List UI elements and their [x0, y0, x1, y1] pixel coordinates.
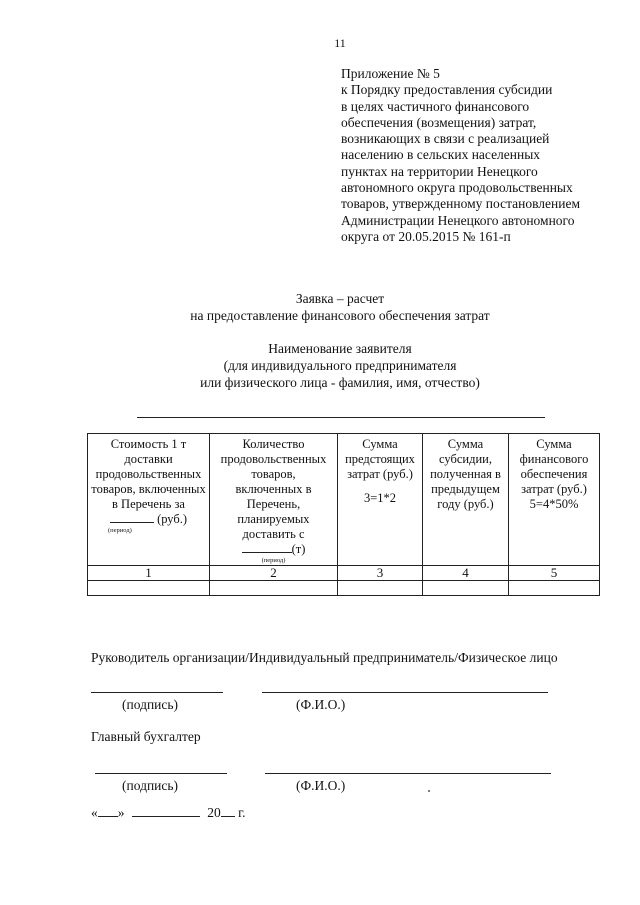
table-header-row: [88, 434, 600, 566]
appendix-line: обеспечения (возмещения) затрат,: [341, 114, 537, 130]
empty-cell: [338, 581, 423, 596]
appendix-line: возникающих в связи с реализацией: [341, 131, 550, 147]
appendix-line: к Порядку предоставления субсидии: [341, 82, 553, 98]
empty-cell: [509, 581, 600, 596]
header-cell-financial-support: Сумма финансового обеспечения затрат (руб.) 5=4*50%: [509, 434, 600, 566]
accountant-name-line: [265, 773, 551, 774]
accountant-signature-line: [95, 773, 227, 774]
applicant-caption: [0, 340, 640, 391]
column-number: 2: [210, 566, 338, 581]
header-cell-upcoming-costs: Сумма предстоящих затрат (руб.) 3=1*2: [338, 434, 423, 566]
header-cell-previous-subsidy: Сумма субсидии, полученная в предыдущем году (руб.): [423, 434, 509, 566]
empty-cell: [423, 581, 509, 596]
title-line-1: Заявка – расчет: [295, 291, 385, 306]
column-number: 1: [88, 566, 210, 581]
appendix-line: товаров, утвержденному постановлением: [341, 196, 581, 212]
header-cell-goods-quantity: Количество продовольственных товаров, включенных в Перечень, планируемых доставить с (т) (период): [210, 434, 338, 566]
appendix-line: пунктах на территории Ненецкого: [341, 163, 538, 179]
column-number: 4: [423, 566, 509, 581]
accountant-name-label: (Ф.И.О.): [296, 778, 346, 793]
month-blank: [132, 816, 200, 817]
appendix-header: [341, 66, 601, 245]
appendix-line: в целях частичного финансового: [341, 98, 530, 114]
accountant-title: Главный бухгалтер: [91, 729, 201, 744]
accountant-signature-label: (подпись): [122, 778, 179, 793]
period-note: (период): [108, 527, 132, 534]
applicant-line-2: (для индивидуального предпринимателя: [223, 358, 457, 373]
appendix-line: округа от 20.05.2015 № 161-п: [341, 228, 511, 244]
head-title: Руководитель организации/Индивидуальный предприниматель/Физическое лицо: [91, 650, 558, 665]
year-blank: [221, 816, 235, 817]
appendix-line: населению в сельских населенных: [341, 147, 541, 163]
page-number: 11: [334, 36, 346, 50]
appendix-line: автономного округа продовольственных: [341, 180, 573, 196]
appendix-line: Приложение № 5: [341, 66, 440, 81]
header-cell-delivery-cost: Стоимость 1 т доставки продовольственных товаров, включенных в Перечень за (руб.) (период): [88, 434, 210, 566]
date-line: [91, 805, 246, 821]
empty-cell: [88, 581, 210, 596]
date-close-quote: »: [117, 805, 125, 820]
title-line-2: на предоставление финансового обеспечения затрат: [190, 308, 490, 323]
day-blank: [98, 816, 118, 817]
empty-cell: [210, 581, 338, 596]
applicant-line-3: или физического лица - фамилия, имя, отчество): [200, 375, 480, 390]
column-number: 3: [338, 566, 423, 581]
head-name-label: (Ф.И.О.): [296, 697, 346, 712]
head-name-line: [262, 692, 548, 693]
table-row-column-numbers: [88, 566, 600, 581]
applicant-name-line: [137, 417, 545, 418]
date-open-quote: «: [91, 805, 98, 820]
period-note: (период): [261, 557, 286, 564]
head-signature-line: [91, 692, 223, 693]
document-title: [0, 290, 640, 324]
head-signature-label: (подпись): [122, 697, 179, 712]
column-number: 5: [509, 566, 600, 581]
stray-mark: [428, 790, 430, 792]
year-prefix: 20: [207, 805, 221, 820]
calculation-table: [87, 433, 600, 596]
applicant-line-1: Наименование заявителя: [268, 341, 412, 356]
table-row-empty: [88, 581, 600, 596]
year-suffix: г.: [238, 805, 246, 820]
appendix-line: Администрации Ненецкого автономного: [341, 212, 575, 228]
